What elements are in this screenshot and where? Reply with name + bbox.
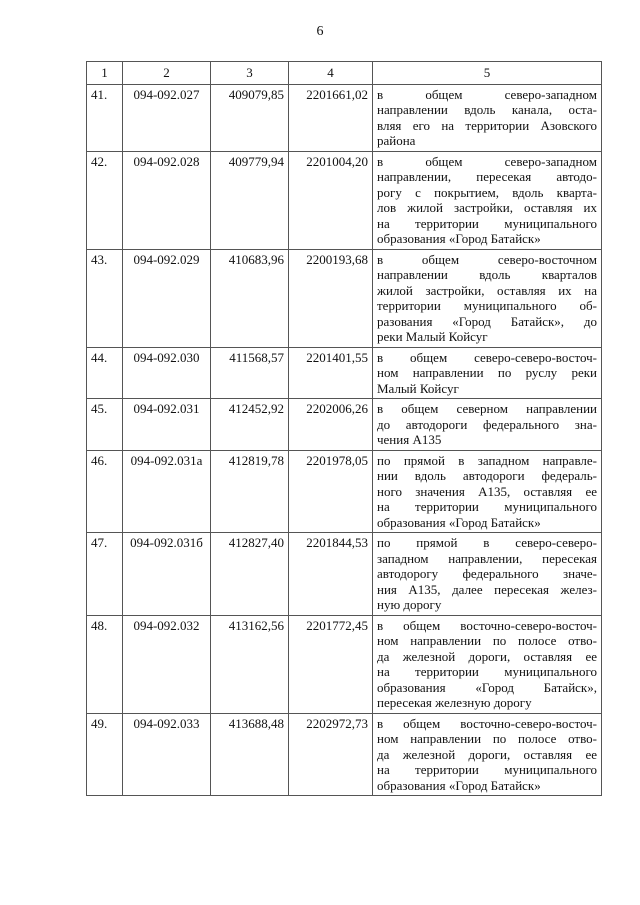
description-line: направлении, пересекая автодо- [377, 169, 597, 184]
description-line: по прямой в северо-северо- [377, 535, 597, 550]
boundary-points-table [86, 61, 602, 796]
description-line: в общем северо-западном [377, 153, 597, 169]
description-line: в общем восточно-северо-восточ- [377, 715, 597, 731]
coord-x: 413688,48 [211, 713, 289, 796]
description-line: в общем северном направлении [377, 401, 597, 416]
coord-x: 412827,40 [211, 533, 289, 616]
description-line: пересекая железную дорогу [377, 695, 532, 710]
description-line: на территории муниципального [377, 762, 597, 777]
point-code: 094-092.031 [123, 399, 211, 451]
description-line: автодорогу федерального значе- [377, 566, 597, 581]
description-line: вляя его на территории Азовского [377, 117, 597, 133]
header-col-4: 4 [289, 62, 373, 85]
table-header-row [87, 62, 602, 85]
coord-y: 2201978,05 [289, 450, 373, 533]
description-line: на территории муниципального [377, 499, 597, 514]
coord-x: 413162,56 [211, 615, 289, 713]
description-line: направлении вдоль канала, оста- [377, 102, 597, 117]
description-line: образования «Город Батайск» [377, 514, 541, 530]
description-line: образования «Город Батайск» [377, 777, 541, 793]
description-line: по прямой в западном направле- [377, 452, 597, 468]
coord-y: 2202006,26 [289, 399, 373, 451]
coord-x: 412819,78 [211, 450, 289, 533]
description-line: образования «Город Батайск» [377, 231, 541, 246]
table-row [87, 347, 602, 399]
point-number: 43. [87, 249, 123, 347]
table-row [87, 450, 602, 533]
coord-x: 411568,57 [211, 347, 289, 399]
description-line: нии вдоль автодороги федераль- [377, 468, 597, 483]
coord-x: 410683,96 [211, 249, 289, 347]
description-line: да железной дороги, оставляя ее [377, 746, 597, 762]
boundary-description [373, 533, 602, 616]
table-row [87, 84, 602, 151]
point-code: 094-092.027 [123, 84, 211, 151]
coord-y: 2201844,53 [289, 533, 373, 616]
description-line: территории муниципального об- [377, 298, 597, 313]
description-line: на территории муниципального [377, 215, 597, 231]
coord-x: 409079,85 [211, 84, 289, 151]
point-code: 094-092.029 [123, 249, 211, 347]
coord-y: 2201772,45 [289, 615, 373, 713]
boundary-description [373, 249, 602, 347]
boundary-description [373, 347, 602, 399]
boundary-description [373, 399, 602, 451]
point-number: 42. [87, 151, 123, 249]
coord-x: 409779,94 [211, 151, 289, 249]
point-code: 094-092.030 [123, 347, 211, 399]
coord-x: 412452,92 [211, 399, 289, 451]
coord-y: 2201401,55 [289, 347, 373, 399]
description-line: ния А135, далее пересекая желез- [377, 581, 597, 597]
table-row [87, 615, 602, 713]
boundary-description [373, 615, 602, 713]
table-row [87, 151, 602, 249]
header-col-2: 2 [123, 62, 211, 85]
description-line: района [377, 133, 416, 148]
description-line: направлении вдоль кварталов [377, 267, 597, 282]
coord-y: 2201661,02 [289, 84, 373, 151]
boundary-description [373, 713, 602, 796]
description-line: в общем северо-северо-восточ- [377, 349, 597, 365]
header-col-5: 5 [373, 62, 602, 85]
point-code: 094-092.031а [123, 450, 211, 533]
header-col-3: 3 [211, 62, 289, 85]
point-number: 41. [87, 84, 123, 151]
description-line: реки Малый Койсуг [377, 329, 488, 344]
page-number: 6 [316, 24, 324, 39]
description-line: ного значения А135, оставляя ее [377, 483, 597, 499]
point-number: 44. [87, 347, 123, 399]
description-line: на территории муниципального [377, 664, 597, 679]
description-line: ном направлении по полосе отво- [377, 731, 597, 746]
boundary-description [373, 84, 602, 151]
description-line: до автодороги федерального зна- [377, 416, 597, 432]
description-line: разования «Город Батайск», до [377, 313, 597, 329]
point-number: 47. [87, 533, 123, 616]
boundary-description [373, 450, 602, 533]
point-number: 45. [87, 399, 123, 451]
description-line: в общем северо-западном [377, 86, 597, 102]
table-row [87, 399, 602, 451]
description-line: чения А135 [377, 432, 442, 447]
description-line: образования «Город Батайск», [377, 679, 597, 695]
coord-y: 2202972,73 [289, 713, 373, 796]
description-line: ную дорогу [377, 597, 442, 612]
point-code: 094-092.032 [123, 615, 211, 713]
description-line: рогу с покрытием, вдоль кварта- [377, 184, 597, 200]
point-code: 094-092.033 [123, 713, 211, 796]
description-line: лов жилой застройки, оставляя их [377, 200, 597, 215]
point-code: 094-092.028 [123, 151, 211, 249]
point-code: 094-092.031б [123, 533, 211, 616]
description-line: ном направлении по полосе отво- [377, 633, 597, 648]
description-line: да железной дороги, оставляя ее [377, 648, 597, 664]
description-line: в общем восточно-северо-восточ- [377, 617, 597, 633]
point-number: 48. [87, 615, 123, 713]
description-line: Малый Койсуг [377, 380, 459, 396]
header-col-1: 1 [87, 62, 123, 85]
point-number: 49. [87, 713, 123, 796]
boundary-description [373, 151, 602, 249]
description-line: ном направлении по руслу реки [377, 365, 597, 380]
table-row [87, 713, 602, 796]
description-line: жилой застройки, оставляя их на [377, 282, 597, 298]
table-row [87, 533, 602, 616]
coord-y: 2201004,20 [289, 151, 373, 249]
table-row [87, 249, 602, 347]
description-line: западном направлении, пересекая [377, 550, 597, 566]
coord-y: 2200193,68 [289, 249, 373, 347]
description-line: в общем северо-восточном [377, 251, 597, 267]
point-number: 46. [87, 450, 123, 533]
